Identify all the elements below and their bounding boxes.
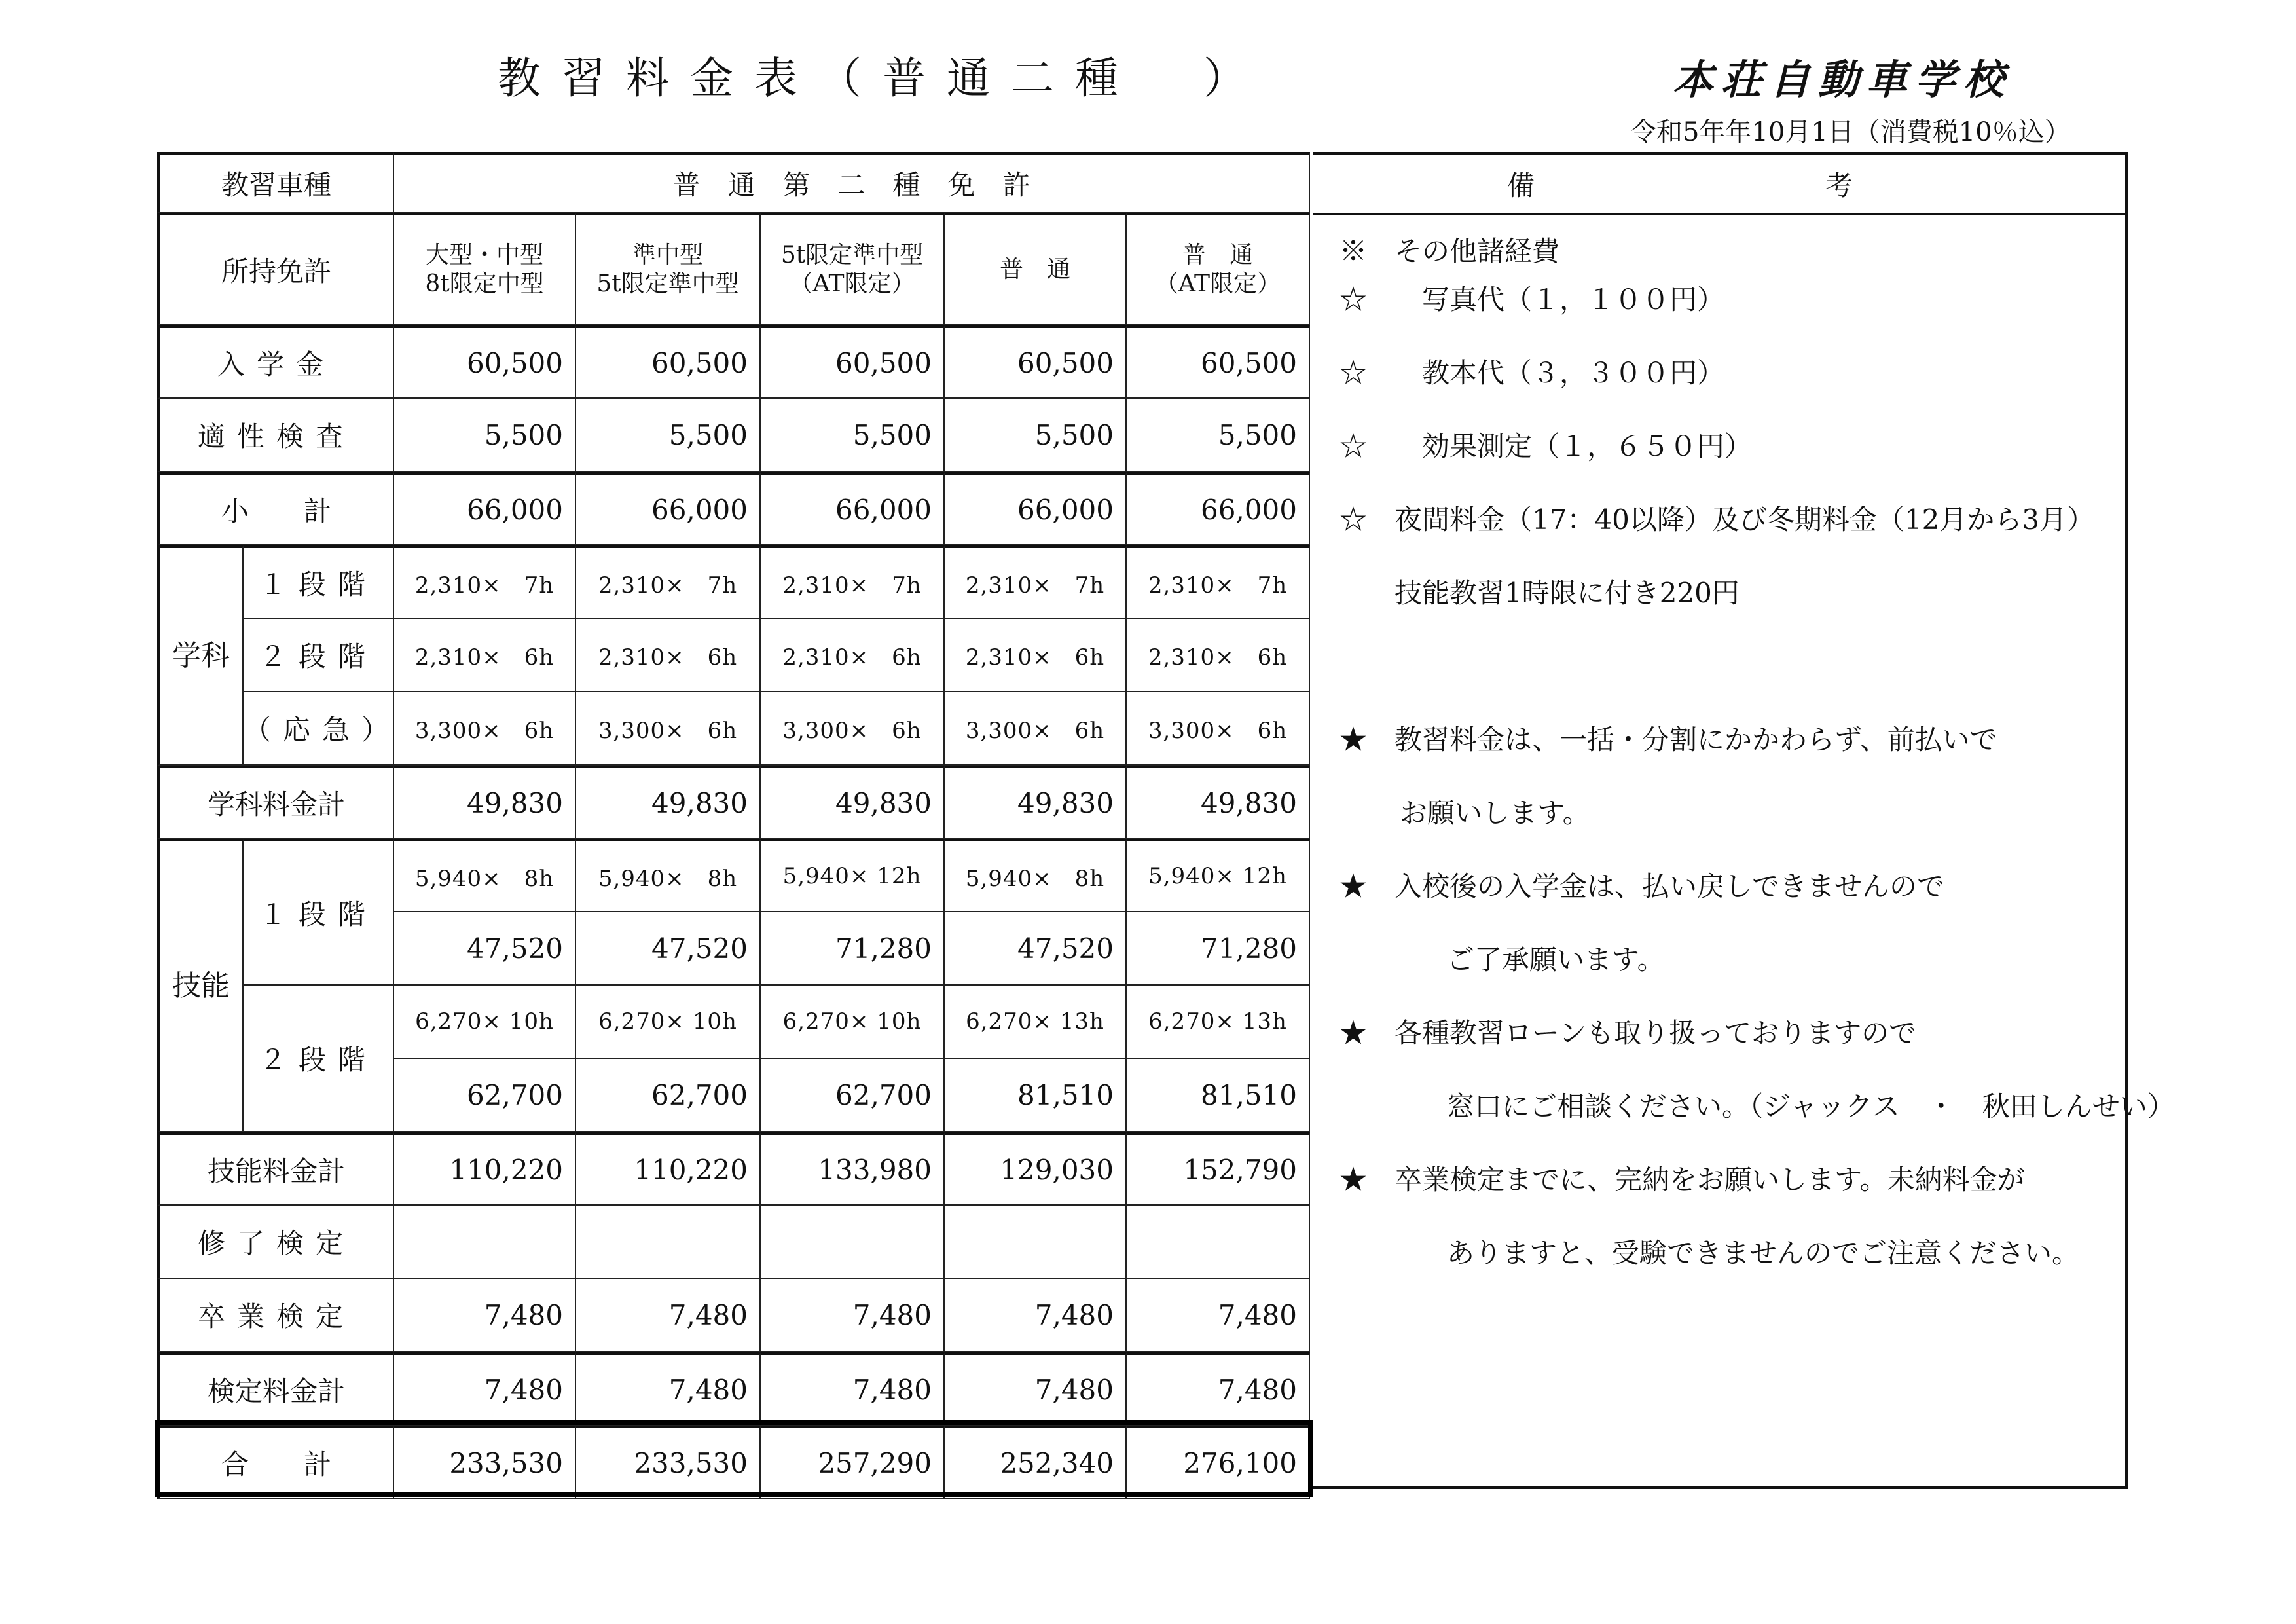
remark-line: ★ 卒業検定までに、完納をお願いします。未納料金が — [1339, 1164, 2025, 1196]
table-cell: 7,480 — [761, 1279, 945, 1352]
row-label-skill-stage1: １段階 — [244, 839, 394, 986]
remarks-panel — [1313, 152, 2175, 1489]
row-label-admission: 入学金 — [157, 325, 394, 399]
table-cell: 5,940× 12h — [1127, 839, 1310, 912]
table-cell: 66,000 — [761, 472, 945, 545]
row-label-aptitude: 適性検査 — [157, 399, 394, 472]
table-cell: 2,310× 6h — [945, 619, 1127, 692]
table-cell: 71,280 — [1127, 912, 1310, 986]
table-cell: 5,940× 8h — [945, 839, 1127, 912]
table-cell: 3,300× 6h — [761, 692, 945, 766]
row-label-subtotal: 小 計 — [157, 472, 394, 545]
remark-line: ☆ 効果測定（１，６５０円） — [1339, 430, 1753, 462]
column-header: 普 通 （AT限定） — [1127, 213, 1310, 325]
table-cell: 5,500 — [394, 399, 576, 472]
table-cell: 2,310× 6h — [761, 619, 945, 692]
table-cell: 257,290 — [761, 1426, 945, 1499]
remark-line: ★ 各種教習ローンも取り扱っておりますので — [1339, 1017, 1917, 1049]
column-header: 普 通 — [945, 213, 1127, 325]
table-cell: 60,500 — [394, 325, 576, 399]
page-title: 教習料金表（普通二種 ） — [498, 53, 1267, 103]
table-cell: 5,500 — [945, 399, 1127, 472]
table-cell: 3,300× 6h — [1127, 692, 1310, 766]
table-cell: 252,340 — [945, 1426, 1127, 1499]
table-cell: 66,000 — [394, 472, 576, 545]
table-cell: 7,480 — [945, 1279, 1127, 1352]
table-cell: 6,270× 10h — [394, 986, 576, 1059]
column-header: 大型・中型 8t限定中型 — [394, 213, 576, 325]
row-label-skill-stage2: ２段階 — [244, 986, 394, 1132]
table-cell: 60,500 — [945, 325, 1127, 399]
table-cell: 7,480 — [945, 1352, 1127, 1426]
remark-line: ご了承願います。 — [1392, 944, 1665, 976]
table-cell: 81,510 — [945, 1059, 1127, 1132]
row-label-completion-exam: 修了検定 — [157, 1206, 394, 1279]
remark-line: ☆ 夜間料金（17：40以降）及び冬期料金（12月から3月） — [1339, 504, 2095, 536]
column-header: 準中型 5t限定準中型 — [576, 213, 761, 325]
row-label-exam-total: 検定料金計 — [157, 1352, 394, 1426]
remark-line: お願いします。 — [1372, 797, 1590, 829]
table-cell: 133,980 — [761, 1132, 945, 1206]
header-license-type: 普 通 第 二 種 免 許 — [394, 152, 1310, 213]
table-cell: 71,280 — [761, 912, 945, 986]
table-cell: 3,300× 6h — [945, 692, 1127, 766]
table-cell: 66,000 — [576, 472, 761, 545]
remark-line: ★ 教習料金は、一括・分割にかかわらず、前払いで — [1339, 724, 1997, 756]
table-cell: 6,270× 10h — [576, 986, 761, 1059]
table-cell: 129,030 — [945, 1132, 1127, 1206]
remark-line: ★ 入校後の入学金は、払い戻しできませんので — [1339, 870, 1945, 902]
table-cell: 2,310× 6h — [1127, 619, 1310, 692]
remark-line: ☆ 写真代（１，１００円） — [1339, 284, 1725, 316]
table-cell: 276,100 — [1127, 1426, 1310, 1499]
table-cell: 62,700 — [394, 1059, 576, 1132]
table-cell: 2,310× 7h — [576, 545, 761, 619]
row-label-graduation-exam: 卒業検定 — [157, 1279, 394, 1352]
group-label-academic: 学科 — [157, 545, 244, 766]
table-cell: 60,500 — [576, 325, 761, 399]
table-cell: 2,310× 7h — [394, 545, 576, 619]
column-header: 5t限定準中型 （AT限定） — [761, 213, 945, 325]
table-cell: 62,700 — [761, 1059, 945, 1132]
table-cell: 233,530 — [394, 1426, 576, 1499]
remark-line: ※ その他諸経費 — [1339, 235, 1560, 267]
group-label-skill: 技能 — [157, 839, 244, 1132]
header-owned-license: 所持免許 — [157, 213, 394, 325]
table-cell: 49,830 — [1127, 766, 1310, 839]
remarks-header: 備 考 — [1313, 155, 2125, 215]
table-cell: 2,310× 7h — [1127, 545, 1310, 619]
row-label-academic-stage1: １段階 — [244, 545, 394, 619]
table-cell — [761, 1206, 945, 1279]
table-cell: 5,940× 12h — [761, 839, 945, 912]
row-label-academic-stage2: ２段階 — [244, 619, 394, 692]
table-cell: 81,510 — [1127, 1059, 1310, 1132]
school-name: 本荘自動車学校 — [1673, 56, 2013, 103]
table-cell: 110,220 — [576, 1132, 761, 1206]
date-note: 令和5年年10月1日（消費税10％込） — [1630, 117, 2071, 147]
remark-line: 窓口にご相談ください。（ジャックス ・ 秋田しんせい） — [1392, 1090, 2175, 1122]
table-cell: 110,220 — [394, 1132, 576, 1206]
row-label-skill-total: 技能料金計 — [157, 1132, 394, 1206]
table-cell: 5,500 — [576, 399, 761, 472]
remark-line: ありますと、受験できませんのでご注意ください。 — [1392, 1237, 2080, 1269]
table-cell: 5,940× 8h — [394, 839, 576, 912]
table-cell: 2,310× 6h — [576, 619, 761, 692]
table-cell — [394, 1206, 576, 1279]
table-cell: 2,310× 7h — [761, 545, 945, 619]
table-cell: 49,830 — [394, 766, 576, 839]
table-cell: 47,520 — [945, 912, 1127, 986]
table-cell: 7,480 — [1127, 1352, 1310, 1426]
table-cell: 49,830 — [945, 766, 1127, 839]
row-label-academic-total: 学科料金計 — [157, 766, 394, 839]
table-cell: 49,830 — [761, 766, 945, 839]
table-cell: 6,270× 13h — [945, 986, 1127, 1059]
table-cell: 49,830 — [576, 766, 761, 839]
remark-line: 技能教習1時限に付き220円 — [1339, 577, 1740, 609]
table-cell: 233,530 — [576, 1426, 761, 1499]
table-cell: 5,500 — [1127, 399, 1310, 472]
table-cell: 6,270× 13h — [1127, 986, 1310, 1059]
table-cell: 3,300× 6h — [394, 692, 576, 766]
row-label-grand-total: 合 計 — [157, 1426, 394, 1499]
table-cell — [1127, 1206, 1310, 1279]
table-cell: 62,700 — [576, 1059, 761, 1132]
table-cell: 7,480 — [394, 1352, 576, 1426]
remark-line: ☆ 教本代（３，３００円） — [1339, 357, 1725, 389]
table-cell: 7,480 — [1127, 1279, 1310, 1352]
table-cell: 66,000 — [945, 472, 1127, 545]
table-cell: 60,500 — [1127, 325, 1310, 399]
table-cell: 60,500 — [761, 325, 945, 399]
table-cell — [576, 1206, 761, 1279]
header-vehicle-type: 教習車種 — [157, 152, 394, 213]
table-cell: 7,480 — [576, 1352, 761, 1426]
table-cell: 7,480 — [576, 1279, 761, 1352]
table-cell: 7,480 — [761, 1352, 945, 1426]
row-label-first-aid: （応急） — [244, 692, 394, 766]
table-cell: 47,520 — [576, 912, 761, 986]
table-cell: 47,520 — [394, 912, 576, 986]
table-cell: 5,500 — [761, 399, 945, 472]
table-cell: 6,270× 10h — [761, 986, 945, 1059]
table-cell: 2,310× 6h — [394, 619, 576, 692]
table-cell: 66,000 — [1127, 472, 1310, 545]
table-cell: 3,300× 6h — [576, 692, 761, 766]
table-cell: 5,940× 8h — [576, 839, 761, 912]
table-cell: 152,790 — [1127, 1132, 1310, 1206]
table-cell: 2,310× 7h — [945, 545, 1127, 619]
table-cell — [945, 1206, 1127, 1279]
table-cell: 7,480 — [394, 1279, 576, 1352]
fee-table — [157, 152, 1465, 1489]
